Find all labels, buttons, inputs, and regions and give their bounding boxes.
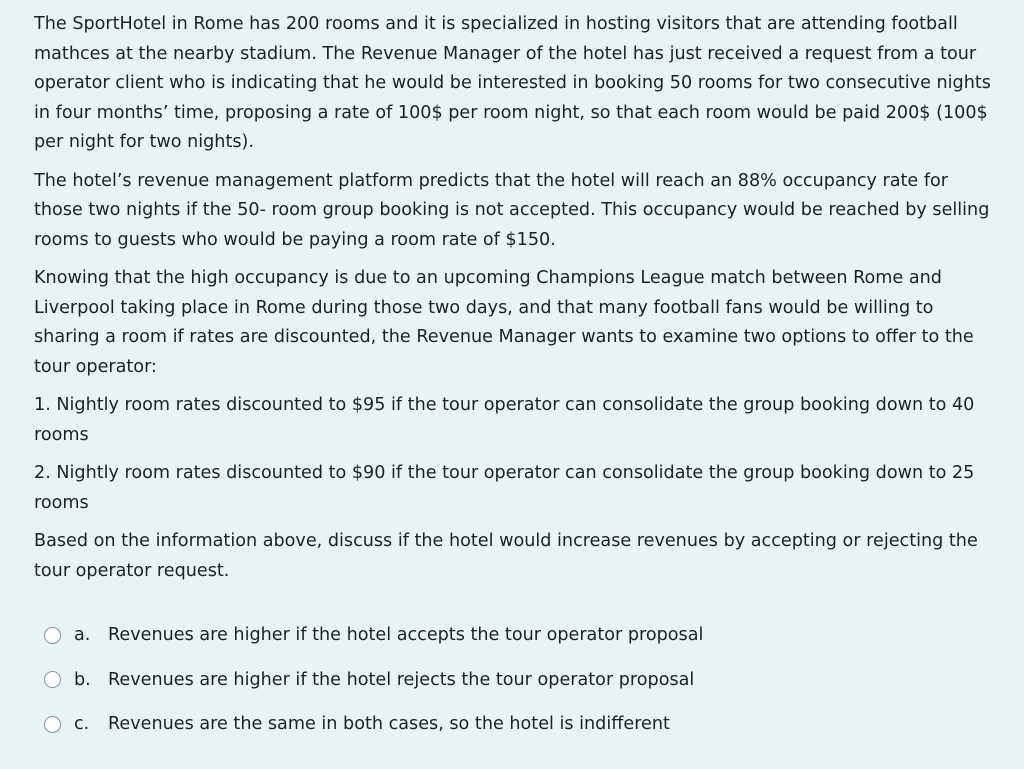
answer-a-letter: a. bbox=[74, 625, 91, 645]
question-paragraph-option-1: 1. Nightly room rates discounted to $95 if the tour operator can consolidate the group booking down to 40 rooms bbox=[34, 395, 975, 445]
question-paragraph-occupancy: The hotel’s revenue management platform predicts that the hotel will reach an 88% occupancy rate for those two nights if the 50- room group booking is not accepted. This occupancy would be reached by selling rooms to guests who would be paying a room rate of $150. bbox=[34, 170, 990, 250]
answer-c-radio[interactable] bbox=[44, 716, 61, 733]
answer-options bbox=[44, 620, 984, 754]
answer-c-letter: c. bbox=[74, 714, 90, 734]
answer-a-label[interactable]: Revenues are higher if the hotel accepts the tour operator proposal bbox=[108, 625, 704, 645]
question-paragraph-options-intro: Knowing that the high occupancy is due to an upcoming Champions League match between Rome and Liverpool taking place in Rome during those two days, and that many football fans would be willing to sharing a room if rates are discounted, the Revenue Manager wants to examine two options to offer to the tour operator: bbox=[34, 268, 974, 377]
question-paragraph-prompt: Based on the information above, discuss if the hotel would increase revenues by accepting or rejecting the tour operator request. bbox=[34, 531, 978, 581]
answer-c-label[interactable]: Revenues are the same in both cases, so the hotel is indifferent bbox=[108, 714, 670, 734]
answer-option-c[interactable] bbox=[44, 709, 984, 739]
answer-option-b[interactable] bbox=[44, 665, 984, 695]
question-paragraph-intro: The SportHotel in Rome has 200 rooms and it is specialized in hosting visitors that are attending football mathces at the nearby stadium. The Revenue Manager of the hotel has just received a request from a tour operator client who is indicating that he would be interested in booking 50 rooms for two consecutive nights in four months’ time, proposing a rate of 100$ per room night, so that each room would be paid 200$ (100$ per night for two nights). bbox=[34, 14, 991, 152]
answer-option-a[interactable] bbox=[44, 620, 984, 650]
answer-b-radio[interactable] bbox=[44, 671, 61, 688]
answer-b-label[interactable]: Revenues are higher if the hotel rejects the tour operator proposal bbox=[108, 669, 695, 690]
answer-b-letter: b. bbox=[74, 669, 91, 690]
question-text bbox=[34, 10, 994, 595]
answer-a-radio[interactable] bbox=[44, 627, 61, 644]
question-paragraph-option-2: 2. Nightly room rates discounted to $90 if the tour operator can consolidate the group booking down to 25 rooms bbox=[34, 463, 975, 513]
